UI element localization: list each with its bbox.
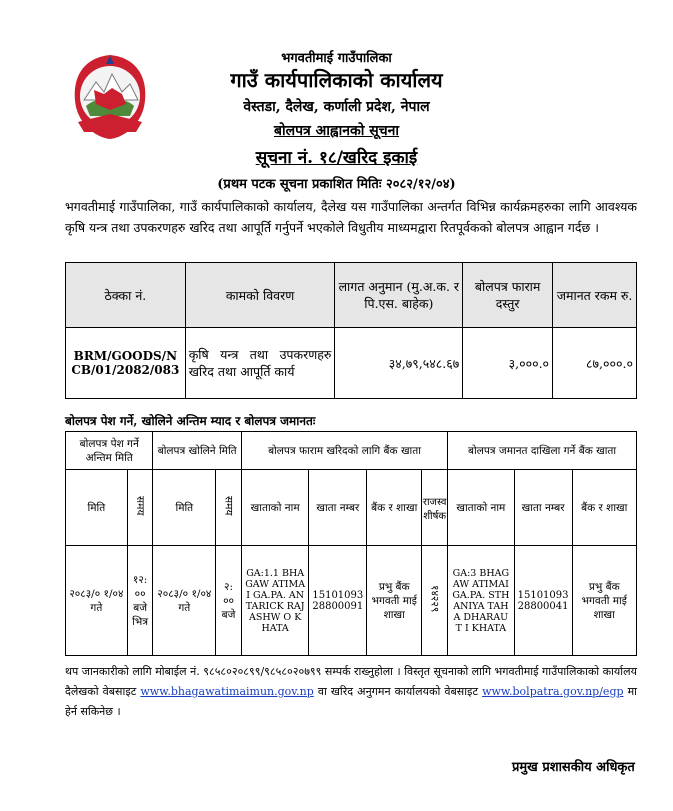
section-title: बोलपत्र पेश गर्ने, खोलिने अन्तिम म्याद र बोलपत्र जमानतः: [65, 414, 316, 428]
group-header-row: [66, 432, 637, 470]
sub-header-form-account-no: खाता नम्बर: [309, 470, 367, 546]
header-description: कामको विवरण: [185, 263, 335, 328]
sub-header-revenue-head: राजस्व शीर्षक: [422, 470, 448, 546]
revenue-head: [422, 546, 448, 656]
municipality-name: भगवतीमाई गाउँपालिका: [281, 51, 392, 66]
signature-title: प्रमुख प्रशासकीय अधिकृत: [512, 760, 635, 775]
sub-header-open-time-label: समय: [222, 496, 235, 516]
footer-text-1: थप जानकारीको लागि मोबाईल नं. ९८५८०२०८९९/९८५८०२०७९९ सम्पर्क राख्नुहोला । विस्तृत सूचनाको लागि भगवतीमाई गाउँपालिकाको कार्यालय दैलेखको वेबसाइट: [65, 665, 637, 698]
security-account-name: GA:3 BHAGAW ATIMAI GA.PA. STHANIYA TAHA DHARAUT I KHATA: [448, 546, 514, 656]
footer-text-2: वा खरिद अनुगमन कार्यालयको वेबसाइट: [317, 685, 478, 698]
contract-no: BRM/GOODS/NCB/01/2082/083: [66, 328, 186, 399]
intro-paragraph: भगवतीमाई गाउँपालिका, गाउँ कार्यपालिकाको कार्यालय, दैलेख यस गाउँपालिका अन्तर्गत विभिन्न कार्यक्रमहरुका लागि आवश्यक कृषि यन्त्र तथा उपकरणहरु खरिद तथा आपूर्ति गर्नुपर्ने भएकोले विधुतीय माध्यमद्वारा रितपूर्वककाे बोलपत्र आह्वान गर्दछ ।: [65, 199, 637, 235]
security-account-no: 15101093 28800041: [514, 546, 572, 656]
sub-header-submit-date: मिति: [66, 470, 128, 546]
work-description: कृषि यन्त्र तथा उपकरणहरु खरिद तथा आपूर्ति कार्य: [185, 328, 335, 399]
sub-header-open-time: [216, 470, 242, 546]
sub-header-submit-time: [127, 470, 153, 546]
footer-note: [65, 662, 637, 722]
open-date: २०८३/० १/०४ गते: [153, 546, 216, 656]
open-time: २: ०० बजे: [216, 546, 242, 656]
header-estimate: लागत अनुमान (मु.अ.क. र पि.एस. बाहेक): [335, 263, 463, 328]
header-form-fee: बोलपत्र फाराम दस्तुर: [463, 263, 553, 328]
office-name: गाउँ कार्यपालिकाको कार्यालय: [230, 68, 443, 92]
header-opening-date: बोलपत्र खोलिने मिति: [153, 432, 241, 470]
header-security: जमानत रकम रु.: [553, 263, 637, 328]
form-account-name: GA:1.1 BHAGAW ATIMAI GA.PA. ANTARICK RAJASHW O KHATA: [241, 546, 308, 656]
notice-title: बोलपत्र आह्वानको सूचना: [273, 123, 400, 139]
sub-header-security-account-name: खाताको नाम: [448, 470, 514, 546]
office-address: वेस्तडा, दैलेख, कर्णाली प्रदेश, नेपाल: [243, 99, 430, 115]
security-bank: प्रभु बैंक भगवती माई शाखा: [572, 546, 636, 656]
bolpatra-website-link[interactable]: www.bolpatra.gov.np/egp: [482, 685, 624, 698]
schedule-table: [65, 431, 637, 656]
footer-text-3: मा हेर्न सकिनेछ ।: [65, 685, 638, 718]
municipality-website-link[interactable]: www.bhagawatimaimun.gov.np: [140, 685, 314, 698]
revenue-head-value: १४२२९: [428, 585, 441, 613]
publish-date: (प्रथम पटक सूचना प्रकाशित मितिः २०८२/१२/०४): [217, 177, 456, 192]
sub-header-security-bank: बैंक र शाखा: [572, 470, 636, 546]
contract-table-header: [66, 263, 637, 328]
sub-header-form-account-name: खाताको नाम: [241, 470, 308, 546]
header-security-bank-account: बोलपत्र जमानत दाखिला गर्ने बैंक खाता: [448, 432, 637, 470]
form-bank: प्रभु बैंक भगवती माई शाखा: [367, 546, 422, 656]
cost-estimate: ३४,७९,५४८.६७: [335, 328, 463, 399]
sub-header-form-bank: बैंक र शाखा: [367, 470, 422, 546]
notice-number: सूचना नं. १८/खरिद इकाई: [255, 148, 418, 168]
submit-date: २०८३/० १/०४ गते: [66, 546, 128, 656]
contract-table: [65, 262, 637, 399]
sub-header-submit-time-label: समय: [134, 496, 147, 516]
header-contract-no: ठेक्का नं.: [66, 263, 186, 328]
submit-time: १२: ०० बजे भित्र: [127, 546, 153, 656]
form-fee: ३,०००.०: [463, 328, 553, 399]
table-row: [66, 328, 637, 399]
sub-header-open-date: मिति: [153, 470, 216, 546]
form-account-no: 15101093 28800091: [309, 546, 367, 656]
security-amount: ८७,०००.०: [553, 328, 637, 399]
header-submit-deadline: बोलपत्र पेश गर्ने अन्तिम मिति: [66, 432, 153, 470]
table-row: [66, 546, 637, 656]
sub-header-security-account-no: खाता नम्बर: [514, 470, 572, 546]
sub-header-row: [66, 470, 637, 546]
header-form-bank-account: बोलपत्र फाराम खरिदको लागि बैंक खाता: [241, 432, 447, 470]
